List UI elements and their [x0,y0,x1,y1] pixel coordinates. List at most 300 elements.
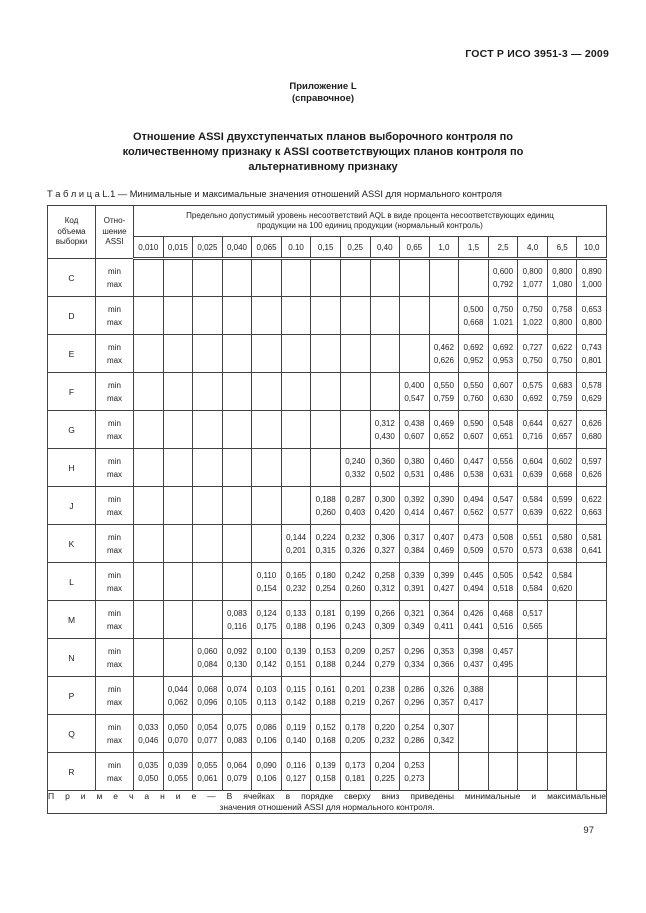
value-cell-E-11: 0,692 0,952 [459,335,489,373]
min-label: min [108,380,121,390]
value-cell-M-14 [547,601,577,639]
sample-size-code: R [48,753,96,791]
value-cell-C-14: 0,800 1,080 [547,259,577,297]
min-max-labels [96,449,134,487]
table-row-N [48,639,607,677]
min-label: min [108,646,121,656]
aql-value-header-6: 0,15 [311,237,341,259]
value-cell-M-0 [134,601,164,639]
value-cell-P-0 [134,677,164,715]
value-cell-R-0: 0,035 0,050 [134,753,164,791]
value-cell-G-1 [163,411,193,449]
table-note-line-1: П р и м е ч а н и е — В ячейках в порядке сверху вниз приведены минимальные и максимальные [48,791,606,801]
value-cell-H-8: 0,360 0,502 [370,449,400,487]
value-cell-P-13 [518,677,548,715]
value-cell-P-6: 0,161 0,188 [311,677,341,715]
max-label: max [106,659,123,669]
value-cell-F-0 [134,373,164,411]
value-cell-P-7: 0,201 0,219 [340,677,370,715]
value-cell-E-3 [222,335,252,373]
aql-value-header-9: 0,65 [400,237,430,259]
value-cell-L-13: 0,542 0,584 [518,563,548,601]
value-cell-K-4 [252,525,282,563]
value-cell-G-12: 0,548 0,651 [488,411,518,449]
min-max-labels [96,563,134,601]
value-cell-M-2 [193,601,223,639]
value-cell-K-8: 0,306 0,327 [370,525,400,563]
value-cell-J-2 [193,487,223,525]
value-cell-E-6 [311,335,341,373]
value-cell-D-9 [400,297,430,335]
value-cell-M-12: 0,468 0,516 [488,601,518,639]
value-cell-M-5: 0,133 0,188 [281,601,311,639]
value-cell-D-15: 0,653 0,800 [577,297,607,335]
value-cell-J-9: 0,392 0,414 [400,487,430,525]
value-cell-L-0 [134,563,164,601]
value-cell-P-10: 0,326 0,357 [429,677,459,715]
value-cell-D-12: 0,750 1.021 [488,297,518,335]
value-cell-F-6 [311,373,341,411]
max-label: max [106,773,123,783]
aql-value-header-13: 4,0 [518,237,548,259]
assi-table [47,205,607,814]
aql-value-header-12: 2,5 [488,237,518,259]
value-cell-J-1 [163,487,193,525]
value-cell-H-4 [252,449,282,487]
value-cell-K-1 [163,525,193,563]
value-cell-R-2: 0,055 0,061 [193,753,223,791]
value-cell-N-12: 0,457 0,495 [488,639,518,677]
value-cell-C-6 [311,259,341,297]
sample-size-code: J [48,487,96,525]
value-cell-P-2: 0,068 0,096 [193,677,223,715]
value-cell-D-7 [340,297,370,335]
value-cell-P-4: 0,103 0,113 [252,677,282,715]
value-cell-E-8 [370,335,400,373]
value-cell-E-14: 0,622 0,750 [547,335,577,373]
value-cell-K-5: 0,144 0,201 [281,525,311,563]
aql-value-header-15: 10,0 [577,237,607,259]
min-label: min [108,532,121,542]
value-cell-Q-13 [518,715,548,753]
value-cell-Q-15 [577,715,607,753]
value-cell-G-6 [311,411,341,449]
value-cell-N-0 [134,639,164,677]
value-cell-K-10: 0,407 0,469 [429,525,459,563]
value-cell-Q-4: 0,086 0,106 [252,715,282,753]
sample-size-code: L [48,563,96,601]
section-title [0,130,646,175]
value-cell-G-5 [281,411,311,449]
value-cell-F-10: 0,550 0,759 [429,373,459,411]
value-cell-H-15: 0,597 0,626 [577,449,607,487]
value-cell-G-15: 0,626 0,680 [577,411,607,449]
value-cell-D-2 [193,297,223,335]
table-row-R [48,753,607,791]
value-cell-P-9: 0,286 0,296 [400,677,430,715]
table-row-D [48,297,607,335]
value-cell-J-15: 0,622 0,663 [577,487,607,525]
value-cell-N-10: 0,353 0,366 [429,639,459,677]
value-cell-N-13 [518,639,548,677]
value-cell-K-14: 0,580 0,638 [547,525,577,563]
value-cell-M-13: 0,517 0,565 [518,601,548,639]
min-max-labels [96,373,134,411]
value-cell-N-15 [577,639,607,677]
value-cell-C-7 [340,259,370,297]
value-cell-H-0 [134,449,164,487]
aql-value-header-7: 0,25 [340,237,370,259]
value-cell-F-7 [340,373,370,411]
value-cell-C-3 [222,259,252,297]
value-cell-Q-5: 0,119 0,140 [281,715,311,753]
value-cell-C-5 [281,259,311,297]
value-cell-H-12: 0,556 0,631 [488,449,518,487]
value-cell-J-5 [281,487,311,525]
value-cell-R-3: 0,064 0,079 [222,753,252,791]
value-cell-E-9 [400,335,430,373]
value-cell-P-5: 0,115 0,142 [281,677,311,715]
table-row-H [48,449,607,487]
min-max-labels [96,487,134,525]
value-cell-J-4 [252,487,282,525]
table-row-L [48,563,607,601]
value-cell-R-12 [488,753,518,791]
sample-size-code: N [48,639,96,677]
value-cell-N-9: 0,296 0,334 [400,639,430,677]
value-cell-G-2 [193,411,223,449]
value-cell-H-2 [193,449,223,487]
value-cell-L-7: 0,242 0,260 [340,563,370,601]
value-cell-Q-2: 0,054 0,077 [193,715,223,753]
value-cell-P-1: 0,044 0,062 [163,677,193,715]
value-cell-G-0 [134,411,164,449]
value-cell-C-10 [429,259,459,297]
value-cell-E-10: 0,462 0,626 [429,335,459,373]
value-cell-M-10: 0,364 0,411 [429,601,459,639]
value-cell-F-4 [252,373,282,411]
value-cell-J-0 [134,487,164,525]
table-row-G [48,411,607,449]
value-cell-P-3: 0,074 0,105 [222,677,252,715]
value-cell-H-11: 0,447 0,538 [459,449,489,487]
value-cell-L-1 [163,563,193,601]
value-cell-F-9: 0,400 0,547 [400,373,430,411]
value-cell-Q-12 [488,715,518,753]
value-cell-N-3: 0,092 0,130 [222,639,252,677]
min-label: min [108,342,121,352]
value-cell-F-3 [222,373,252,411]
value-cell-L-9: 0,339 0,391 [400,563,430,601]
assi-ratio-header: Отно- шение ASSI [96,206,134,259]
max-label: max [106,431,123,441]
value-cell-H-5 [281,449,311,487]
value-cell-D-5 [281,297,311,335]
value-cell-K-3 [222,525,252,563]
value-cell-Q-1: 0,050 0,070 [163,715,193,753]
section-title-line-2: количественному признаку к ASSI соответствующих планов контроля по [122,146,524,158]
max-label: max [106,279,123,289]
max-label: max [106,507,123,517]
table-note [48,791,607,814]
value-cell-F-8 [370,373,400,411]
min-max-labels [96,753,134,791]
value-cell-J-14: 0,599 0,622 [547,487,577,525]
value-cell-L-3 [222,563,252,601]
value-cell-G-9: 0,438 0,607 [400,411,430,449]
value-cell-H-6 [311,449,341,487]
aql-value-header-10: 1,0 [429,237,459,259]
value-cell-M-11: 0,426 0,441 [459,601,489,639]
value-cell-Q-6: 0,152 0,168 [311,715,341,753]
max-label: max [106,621,123,631]
min-max-labels [96,715,134,753]
aql-value-header-0: 0,010 [134,237,164,259]
value-cell-K-9: 0,317 0,384 [400,525,430,563]
max-label: max [106,735,123,745]
aql-spanning-header: Предельно допустимый уровень несоответствий AQL в виде процента несоответствующих единиц продукции на 100 единиц продукции (нормальный контроль) [134,206,607,237]
value-cell-H-14: 0,602 0,668 [547,449,577,487]
sample-size-code: H [48,449,96,487]
value-cell-Q-0: 0,033 0,046 [134,715,164,753]
value-cell-E-5 [281,335,311,373]
value-cell-G-13: 0,644 0,716 [518,411,548,449]
value-cell-J-3 [222,487,252,525]
page-number: 97 [583,825,594,836]
value-cell-M-7: 0,199 0,243 [340,601,370,639]
value-cell-N-1 [163,639,193,677]
value-cell-Q-9: 0,254 0,286 [400,715,430,753]
value-cell-D-13: 0,750 1,022 [518,297,548,335]
aql-value-header-5: 0.10 [281,237,311,259]
value-cell-N-14 [547,639,577,677]
value-cell-H-13: 0,604 0,639 [518,449,548,487]
value-cell-N-4: 0,100 0,142 [252,639,282,677]
aql-value-header-11: 1,5 [459,237,489,259]
value-cell-M-8: 0,266 0,309 [370,601,400,639]
sample-size-code: Q [48,715,96,753]
table-row-C [48,259,607,297]
value-cell-G-11: 0,590 0,607 [459,411,489,449]
max-label: max [106,583,123,593]
table-note-line-2: значения отношений ASSI для нормального контроля. [219,802,435,812]
sample-size-code: D [48,297,96,335]
min-label: min [108,722,121,732]
value-cell-C-2 [193,259,223,297]
min-max-labels [96,639,134,677]
value-cell-P-14 [547,677,577,715]
value-cell-F-15: 0,578 0,629 [577,373,607,411]
value-cell-M-3: 0,083 0,116 [222,601,252,639]
value-cell-N-2: 0,060 0,084 [193,639,223,677]
value-cell-N-5: 0,139 0,151 [281,639,311,677]
value-cell-G-8: 0,312 0,430 [370,411,400,449]
value-cell-R-14 [547,753,577,791]
sample-size-code: G [48,411,96,449]
min-label: min [108,418,121,428]
value-cell-L-4: 0,110 0,154 [252,563,282,601]
value-cell-G-4 [252,411,282,449]
value-cell-D-8 [370,297,400,335]
sample-size-code: F [48,373,96,411]
value-cell-C-4 [252,259,282,297]
min-max-labels [96,525,134,563]
section-title-line-1: Отношение ASSI двухступенчатых планов выборочного контроля по [132,131,514,143]
standard-reference: ГОСТ Р ИСО 3951-3 — 2009 [465,48,609,60]
note-row [48,791,607,814]
value-cell-C-9 [400,259,430,297]
aql-value-header-1: 0,015 [163,237,193,259]
value-cell-R-8: 0,204 0,225 [370,753,400,791]
max-label: max [106,469,123,479]
value-cell-C-1 [163,259,193,297]
value-cell-E-1 [163,335,193,373]
value-cell-J-6: 0,188 0,260 [311,487,341,525]
value-cell-M-6: 0,181 0,196 [311,601,341,639]
value-cell-R-6: 0,139 0,158 [311,753,341,791]
value-cell-H-1 [163,449,193,487]
value-cell-R-4: 0,090 0,106 [252,753,282,791]
max-label: max [106,545,123,555]
value-cell-J-13: 0,584 0,639 [518,487,548,525]
value-cell-K-6: 0,224 0,315 [311,525,341,563]
value-cell-J-11: 0,494 0,562 [459,487,489,525]
sample-size-code: M [48,601,96,639]
max-label: max [106,317,123,327]
value-cell-F-14: 0,683 0,759 [547,373,577,411]
table-row-J [48,487,607,525]
value-cell-R-9: 0,253 0,273 [400,753,430,791]
value-cell-D-14: 0,758 0,800 [547,297,577,335]
value-cell-L-5: 0,165 0,232 [281,563,311,601]
value-cell-E-7 [340,335,370,373]
value-cell-R-1: 0,039 0,055 [163,753,193,791]
value-cell-C-11 [459,259,489,297]
value-cell-H-3 [222,449,252,487]
table-caption: Т а б л и ц а L.1 — Минимальные и максимальные значения отношений ASSI для нормального контроля [47,189,502,199]
value-cell-R-15 [577,753,607,791]
sample-size-code: C [48,259,96,297]
table-row-M [48,601,607,639]
value-cell-P-11: 0,388 0,417 [459,677,489,715]
value-cell-F-1 [163,373,193,411]
min-max-labels [96,259,134,297]
value-cell-J-12: 0,547 0,577 [488,487,518,525]
value-cell-P-8: 0,238 0,267 [370,677,400,715]
min-label: min [108,570,121,580]
value-cell-N-6: 0,153 0,188 [311,639,341,677]
value-cell-C-8 [370,259,400,297]
annex-label: Приложение L [289,81,357,92]
table-row-P [48,677,607,715]
min-max-labels [96,677,134,715]
sample-size-code: K [48,525,96,563]
table-row-K [48,525,607,563]
value-cell-R-13 [518,753,548,791]
value-cell-F-11: 0,550 0,760 [459,373,489,411]
value-cell-Q-8: 0,220 0,232 [370,715,400,753]
value-cell-L-12: 0,505 0,518 [488,563,518,601]
value-cell-G-14: 0,627 0,657 [547,411,577,449]
max-label: max [106,697,123,707]
min-max-labels [96,411,134,449]
aql-value-header-4: 0,065 [252,237,282,259]
min-label: min [108,266,121,276]
value-cell-E-0 [134,335,164,373]
value-cell-K-13: 0,551 0,573 [518,525,548,563]
value-cell-M-9: 0,321 0,349 [400,601,430,639]
sample-size-code-header: Код объема выборки [48,206,96,259]
value-cell-E-13: 0,727 0,750 [518,335,548,373]
aql-value-header-3: 0,040 [222,237,252,259]
value-cell-F-13: 0,575 0,692 [518,373,548,411]
value-cell-D-1 [163,297,193,335]
value-cell-N-8: 0,257 0,279 [370,639,400,677]
annex-heading [0,81,646,105]
value-cell-D-3 [222,297,252,335]
value-cell-F-2 [193,373,223,411]
value-cell-D-0 [134,297,164,335]
value-cell-Q-7: 0,178 0,205 [340,715,370,753]
sample-size-code: P [48,677,96,715]
value-cell-K-7: 0,232 0,326 [340,525,370,563]
min-label: min [108,684,121,694]
section-title-line-3: альтернативному признаку [248,161,398,173]
value-cell-M-15 [577,601,607,639]
value-cell-K-2 [193,525,223,563]
value-cell-D-6 [311,297,341,335]
value-cell-E-4 [252,335,282,373]
min-max-labels [96,335,134,373]
value-cell-D-11: 0,500 0,668 [459,297,489,335]
value-cell-J-10: 0,390 0,467 [429,487,459,525]
value-cell-C-0 [134,259,164,297]
aql-value-header-14: 6,5 [547,237,577,259]
min-label: min [108,494,121,504]
value-cell-F-12: 0,607 0,630 [488,373,518,411]
value-cell-G-3 [222,411,252,449]
value-cell-D-10 [429,297,459,335]
value-cell-L-11: 0,445 0,494 [459,563,489,601]
max-label: max [106,355,123,365]
value-cell-L-8: 0,258 0,312 [370,563,400,601]
sample-size-code: E [48,335,96,373]
value-cell-K-11: 0,473 0,509 [459,525,489,563]
value-cell-D-4 [252,297,282,335]
value-cell-Q-10: 0,307 0,342 [429,715,459,753]
value-cell-Q-11 [459,715,489,753]
value-cell-R-11 [459,753,489,791]
value-cell-N-11: 0,398 0,437 [459,639,489,677]
table-row-E [48,335,607,373]
value-cell-J-8: 0,300 0,420 [370,487,400,525]
min-label: min [108,456,121,466]
min-label: min [108,608,121,618]
min-max-labels [96,601,134,639]
value-cell-C-13: 0,800 1,077 [518,259,548,297]
value-cell-F-5 [281,373,311,411]
annex-type: (справочное) [291,93,355,104]
aql-value-header-2: 0,025 [193,237,223,259]
value-cell-H-10: 0,460 0,486 [429,449,459,487]
value-cell-P-15 [577,677,607,715]
min-label: min [108,760,121,770]
value-cell-H-7: 0,240 0,332 [340,449,370,487]
value-cell-C-12: 0,600 0,792 [488,259,518,297]
value-cell-Q-3: 0,075 0,083 [222,715,252,753]
value-cell-L-2 [193,563,223,601]
value-cell-E-2 [193,335,223,373]
